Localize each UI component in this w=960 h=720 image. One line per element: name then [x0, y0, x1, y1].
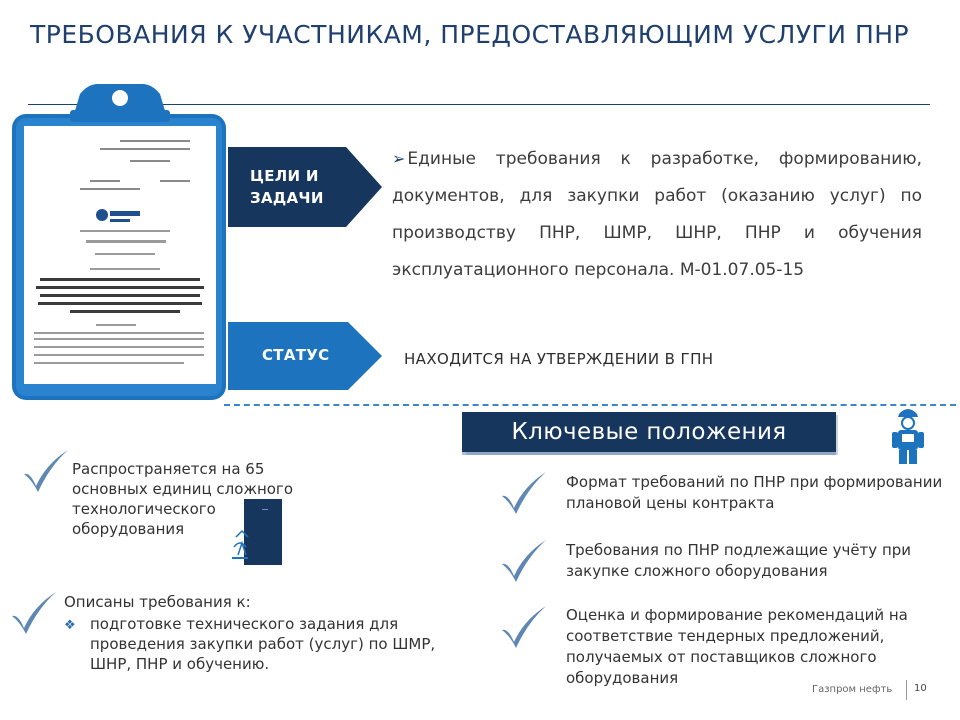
checkmark-icon	[500, 470, 548, 514]
page-title: ТРЕБОВАНИЯ К УЧАСТНИКАМ, ПРЕДОСТАВЛЯЮЩИМ УСЛУГИ ПНР	[30, 20, 910, 49]
status-label	[228, 322, 382, 390]
goals-label	[228, 147, 382, 227]
diamond-bullet-icon: ❖	[64, 618, 76, 633]
footer-divider	[906, 680, 907, 700]
book-icon	[232, 497, 284, 567]
dashed-divider	[224, 404, 956, 406]
page-number: 10	[914, 683, 927, 694]
worker-icon	[890, 404, 926, 466]
right-item-evaluation: Оценка и формирование рекомендаций на соответствие тендерных предложений, получаемых от поставщиков сложного оборудования	[566, 606, 908, 687]
left-item-requirements	[64, 592, 474, 674]
left-item-coverage: Распространяется на 65 основных единиц сложного технологического оборудования	[72, 460, 293, 538]
key-provisions-heading: Ключевые положения	[462, 412, 836, 452]
goals-description	[392, 140, 922, 289]
clipboard-icon	[10, 80, 230, 402]
goals-text: Единые требования к разработке, формированию, документов, для закупки работ (оказанию услуг) по производству ПНР, ШМР, ШНР, ПНР и обучения эксплуатационного персонала. М-01.07.05-15	[392, 149, 922, 280]
checkmark-icon	[10, 590, 58, 634]
requirements-subitem	[64, 614, 474, 674]
banner-underline	[462, 452, 836, 455]
right-item-procurement: Требования по ПНР подлежащие учёту при закупке сложного оборудования	[566, 541, 912, 580]
checkmark-icon	[500, 604, 548, 648]
status-label-text: СТАТУС	[262, 346, 330, 364]
status-value: НАХОДИТСЯ НА УТВЕРЖДЕНИИ В ГПН	[404, 350, 714, 368]
requirements-subitem-text: подготовке технического задания для проведения закупки работ (услуг) по ШМР, ШНР, ПНР и обучению.	[90, 615, 436, 673]
goals-label-line1: ЦЕЛИ И	[250, 167, 319, 185]
checkmark-icon	[22, 448, 70, 492]
footer-company: Газпром нефть	[812, 684, 893, 695]
goals-label-line2: ЗАДАЧИ	[250, 189, 324, 207]
arrow-bullet-icon: ➢	[392, 149, 406, 168]
checkmark-icon	[500, 538, 548, 582]
right-item-price-format: Формат требований по ПНР при формировании плановой цены контракта	[566, 473, 943, 512]
requirements-title: Описаны требования к:	[64, 593, 251, 611]
